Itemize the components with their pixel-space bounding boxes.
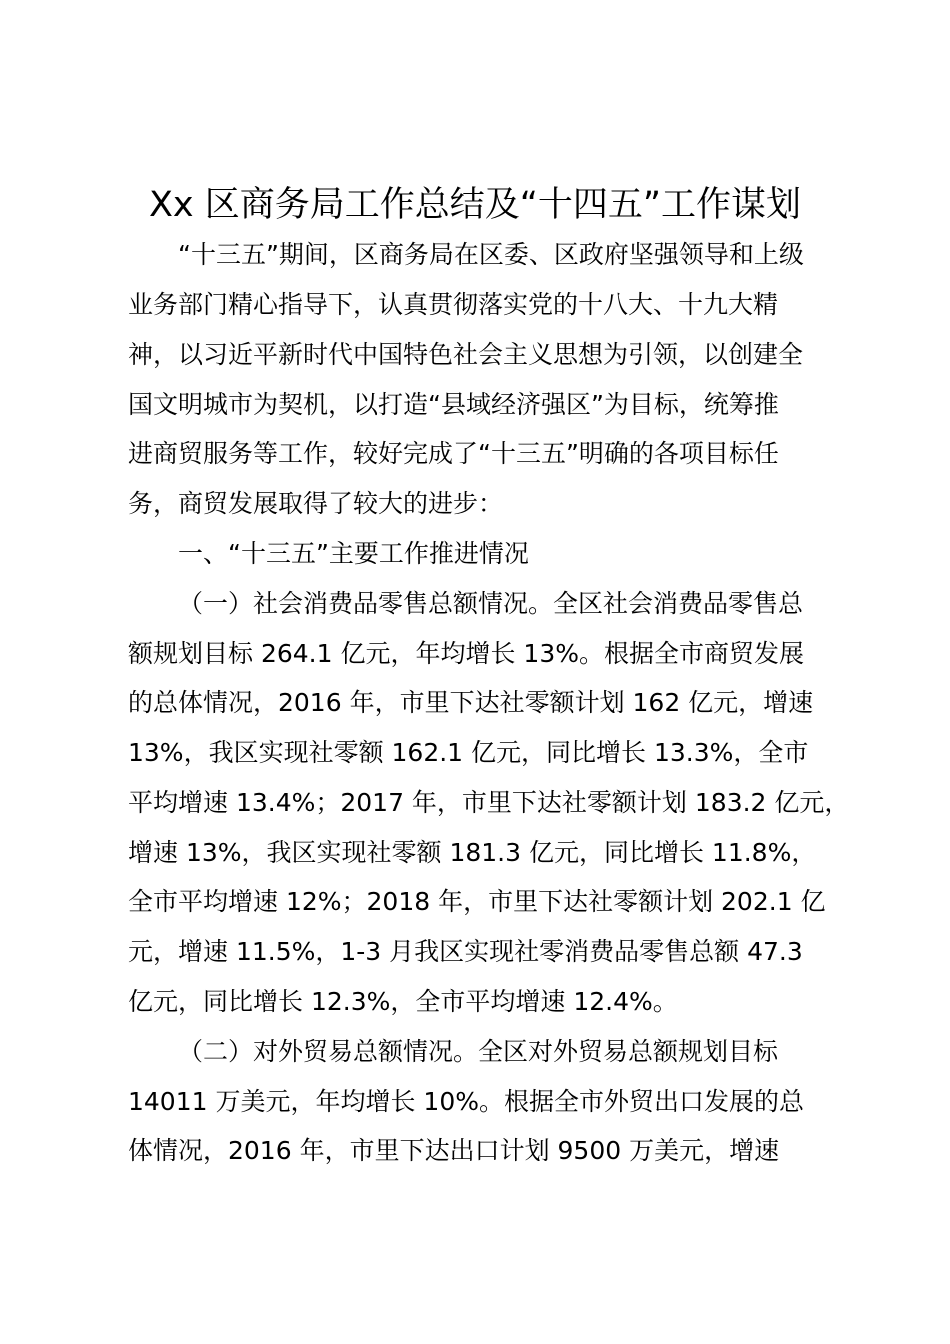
paragraph-line: 国文明城市为契机，以打造“县域经济强区”为目标，统筹推 <box>128 390 779 419</box>
paragraph-line: 元，增速 11.5%，1-3 月我区实现社零消费品零售总额 47.3 <box>128 937 803 966</box>
paragraph-line: 增速 13%，我区实现社零额 181.3 亿元，同比增长 11.8%， <box>128 838 817 867</box>
paragraph-line: 全市平均增速 12%；2018 年，市里下达社零额计划 202.1 亿 <box>128 887 826 916</box>
paragraph-line: 务，商贸发展取得了较大的进步： <box>128 489 504 518</box>
paragraph-line: 14011 万美元，年均增长 10%。根据全市外贸出口发展的总 <box>128 1087 804 1116</box>
paragraph-line: 平均增速 13.4%；2017 年，市里下达社零额计划 183.2 亿元， <box>128 788 850 817</box>
paragraph-line: 的总体情况，2016 年，市里下达社零额计划 162 亿元，增速 <box>128 688 814 717</box>
paragraph-line: （一）社会消费品零售总额情况。全区社会消费品零售总 <box>178 589 804 618</box>
paragraph-line: 业务部门精心指导下，认真贯彻落实党的十八大、十九大精 <box>128 290 779 319</box>
paragraph-line: （二）对外贸易总额情况。全区对外贸易总额规划目标 <box>178 1037 779 1066</box>
paragraph-line: 神，以习近平新时代中国特色社会主义思想为引领，以创建全 <box>128 340 804 369</box>
document-title: Xx 区商务局工作总结及“十四五”工作谋划 <box>148 185 802 225</box>
paragraph-line: 体情况，2016 年，市里下达出口计划 9500 万美元，增速 <box>128 1136 780 1165</box>
paragraph-line: 亿元，同比增长 12.3%，全市平均增速 12.4%。 <box>128 987 678 1016</box>
paragraph-line: “十三五”期间，区商务局在区委、区政府坚强领导和上级 <box>178 240 804 269</box>
section-heading: 一、“十三五”主要工作推进情况 <box>178 539 529 568</box>
paragraph-line: 额规划目标 264.1 亿元，年均增长 13%。根据全市商贸发展 <box>128 639 804 668</box>
paragraph-line: 13%，我区实现社零额 162.1 亿元，同比增长 13.3%，全市 <box>128 738 809 767</box>
paragraph-line: 进商贸服务等工作，较好完成了“十三五”明确的各项目标任 <box>128 439 779 468</box>
